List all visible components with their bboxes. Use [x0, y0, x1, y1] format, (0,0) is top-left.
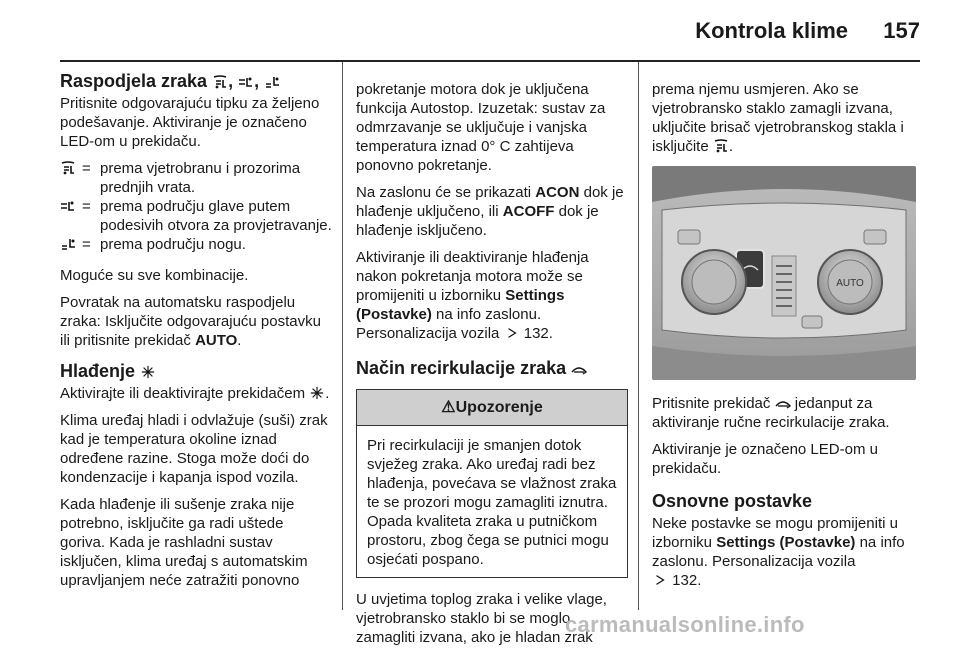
definition-windscreen: [60, 159, 332, 197]
settings-label: Settings (Postavke): [716, 534, 856, 551]
paragraph-press-recirc: Pritisnite prekidač jedanput za aktiviranje ručne recirkulacije zraka.: [652, 395, 890, 431]
footwell-icon: [264, 75, 280, 89]
definition-text: prema vjetrobranu i prozorima prednjih vrata.: [100, 160, 301, 196]
paragraph-cooling-toggle: Aktivirajte ili deaktivirajte prekidačem .: [60, 385, 330, 402]
page-reference-icon: [652, 573, 668, 587]
equals-sign: =: [82, 236, 91, 253]
warning-icon: ⚠: [441, 399, 456, 416]
acoff-label: ACOFF: [502, 203, 555, 220]
warning-body: Pri recirkulaciji je smanjen dotok svježeg zraka. Ako uređaj radi bez hlađenja, povećava se vlažnost zraka te se prozori mogu zamagliti iznutra. Opada kvaliteta zraka u putničkom prostoru, zbog čega se putnici mogu osjećati pospano.: [367, 437, 617, 568]
equals-sign: =: [82, 160, 91, 177]
definition-text: prema području nogu.: [100, 236, 246, 253]
watermark: carmanualsonline.info: [565, 612, 805, 637]
definition-feet: [60, 235, 332, 254]
windscreen-icon: [212, 75, 228, 89]
warning-box: [356, 389, 628, 578]
page-number: 157: [883, 18, 920, 43]
paragraph-settings: Aktiviranje ili deaktiviranje hlađenja nakon pokretanja motora može se promijeniti u izborniku Settings (Postavke) na info zaslonu. Personalizacija vozila 132.: [356, 249, 589, 342]
warning-header: ⚠Upozorenje: [357, 390, 627, 426]
paragraph-cooling-info: Klima uređaj hladi i odvlažuje (suši) zrak kad je temperatura okoline iznad određene razine. Stoga može doći do kondenzacije i kapanja ispod vozila.: [60, 412, 328, 486]
paragraph-combinations: Moguće su sve kombinacije.: [60, 267, 249, 284]
column-1: [60, 70, 332, 598]
windscreen-icon: [60, 161, 76, 175]
definition-head: [60, 197, 332, 235]
paragraph-fog: prema njemu usmjeren. Ako se vjetrobransko staklo zamagli izvana, uključite brisač vjetrobranskog stakla i isključite .: [652, 81, 904, 155]
page-title: Kontrola klime: [695, 18, 848, 43]
paragraph-return-auto: Povratak na automatsku raspodjelu zraka: Isključite odgovarajuću postavku ili pritisnite prekidač AUTO.: [60, 294, 321, 349]
paragraph-air-intro: Pritisnite odgovarajuću tipku za željeno podešavanje. Aktiviranje je označeno LED-om u prekidaču.: [60, 95, 320, 150]
definition-text: prema području glave putem podesivih otvora za provjetravanje.: [100, 198, 332, 234]
header-divider: [60, 60, 920, 62]
heading-air-distribution: Raspodjela zraka , ,: [60, 70, 332, 92]
column-divider-1: [342, 62, 343, 610]
recirculation-icon: [775, 396, 791, 410]
snowflake-icon: [140, 365, 156, 379]
windscreen-icon: [713, 139, 729, 153]
page-reference: 132.: [672, 572, 702, 589]
paragraph-display: Na zaslonu će se prikazati ACON dok je hlađenje uključeno, ili ACOFF dok je hlađenje isključeno.: [356, 184, 624, 239]
paragraph-humidity: U uvjetima toplog zraka i velike vlage, vjetrobransko staklo bi se moglo zamagliti izvana, ako je hladan zrak: [356, 591, 607, 646]
page-reference-icon: [504, 326, 520, 340]
column-divider-2: [638, 62, 639, 610]
settings-label: Settings (Postavke): [356, 287, 565, 323]
auto-knob-label: AUTO: [836, 278, 864, 289]
head-vent-icon: [60, 199, 76, 213]
paragraph-autostop: pokretanje motora dok je uključena funkcija Autostop. Izuzetak: sustav za odmrzavanje se uključuje i vanjska temperatura iznad 0° C zahtijeva ponovno pokretanje.: [356, 81, 606, 174]
page-header: [60, 14, 920, 48]
paragraph-basic-settings: Neke postavke se mogu promijeniti u izborniku Settings (Postavke) na info zaslonu. Personalizacija vozila 132.: [652, 515, 905, 589]
heading-recirculation: Način recirkulacije zraka: [356, 357, 628, 379]
equals-sign: =: [82, 198, 91, 215]
head-vent-icon: [238, 75, 254, 89]
climate-panel-photo: [652, 166, 916, 380]
snowflake-icon: [309, 386, 325, 400]
column-3: [652, 80, 924, 598]
column-2: [356, 80, 628, 655]
footwell-icon: [60, 237, 76, 251]
recirculation-icon: [571, 362, 587, 376]
heading-cooling: Hlađenje: [60, 360, 332, 382]
acon-label: ACON: [535, 184, 580, 201]
paragraph-led: Aktiviranje je označeno LED-om u prekidaču.: [652, 441, 878, 477]
auto-label: AUTO: [195, 332, 238, 349]
heading-basic-settings: Osnovne postavke: [652, 491, 813, 511]
page-reference: 132.: [523, 325, 553, 342]
paragraph-cooling-off: Kada hlađenje ili sušenje zraka nije potrebno, isključite ga radi uštede goriva. Kada je rashladni sustav isključen, klima uređaj s automatskim upravljanjem neće zatražiti ponovno: [60, 496, 308, 589]
